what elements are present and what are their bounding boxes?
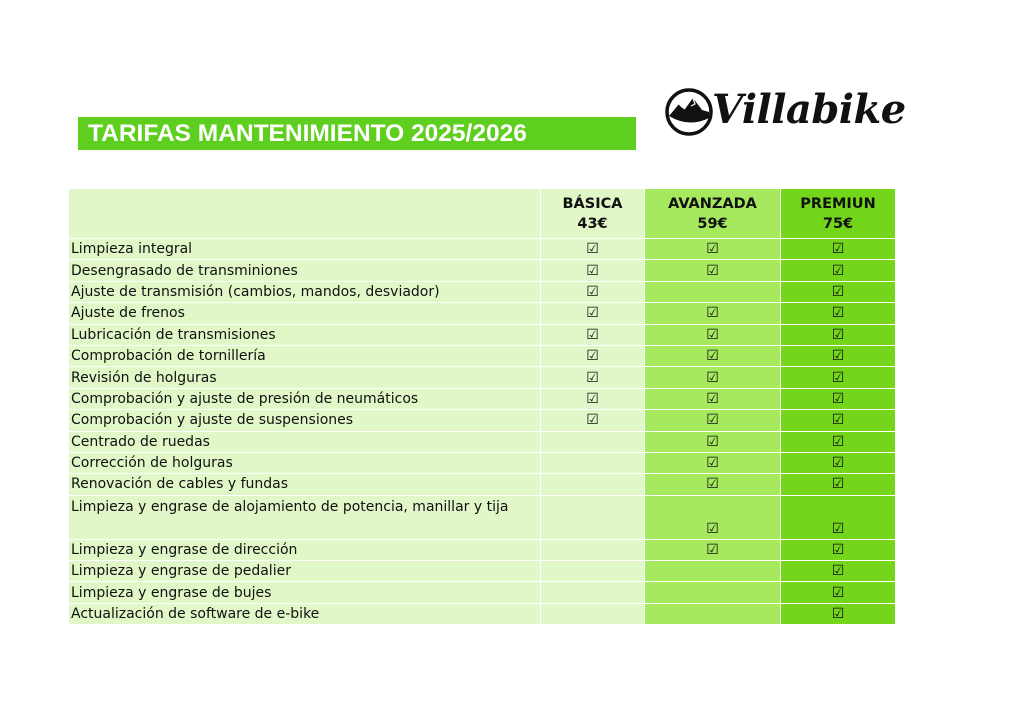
cell-basica <box>541 324 645 345</box>
service-label: Limpieza y engrase de dirección <box>69 539 541 560</box>
cell-basica <box>541 431 645 452</box>
cell-premium <box>781 603 896 624</box>
cell-basica <box>541 561 645 582</box>
service-label: Corrección de holguras <box>69 452 541 473</box>
plan-price: 43€ <box>577 215 608 232</box>
cell-avanzada <box>645 410 781 431</box>
service-label: Comprobación de tornillería <box>69 345 541 366</box>
service-label: Lubricación de transmisiones <box>69 324 541 345</box>
checkbox-checked-icon: ☑ <box>706 326 719 343</box>
cell-basica <box>541 603 645 624</box>
plan-price: 59€ <box>697 215 728 232</box>
plan-name: AVANZADA <box>668 195 757 212</box>
header-plan-avanzada <box>645 189 781 239</box>
checkbox-checked-icon: ☑ <box>586 241 599 258</box>
cell-basica <box>541 303 645 324</box>
checkbox-checked-icon: ☑ <box>831 476 845 493</box>
checkbox-checked-icon: ☑ <box>586 262 599 279</box>
checkbox-checked-icon: ☑ <box>706 455 719 472</box>
table-row <box>69 495 896 539</box>
cell-avanzada <box>645 539 781 560</box>
cell-premium <box>781 582 896 603</box>
cell-basica <box>541 388 645 409</box>
plan-name: BÁSICA <box>562 195 623 212</box>
checkbox-checked-icon: ☑ <box>831 455 845 472</box>
service-label: Limpieza y engrase de bujes <box>69 582 541 603</box>
cell-premium <box>781 495 896 539</box>
cell-basica <box>541 345 645 366</box>
checkbox-checked-icon: ☑ <box>586 390 599 407</box>
cell-basica <box>541 452 645 473</box>
checkbox-checked-icon: ☑ <box>586 412 599 429</box>
checkbox-checked-icon: ☑ <box>706 476 719 493</box>
checkbox-checked-icon: ☑ <box>831 262 845 279</box>
checkbox-checked-icon: ☑ <box>706 541 719 558</box>
table-row <box>69 582 896 603</box>
checkbox-checked-icon: ☑ <box>706 262 719 279</box>
cell-avanzada <box>645 603 781 624</box>
table-row <box>69 281 896 302</box>
checkbox-checked-icon: ☑ <box>706 348 719 365</box>
cell-avanzada <box>645 388 781 409</box>
checkbox-checked-icon: ☑ <box>706 390 719 407</box>
cell-premium <box>781 239 896 260</box>
checkbox-checked-icon: ☑ <box>831 283 845 300</box>
cell-basica <box>541 239 645 260</box>
table-row <box>69 324 896 345</box>
service-label: Limpieza integral <box>69 239 541 260</box>
checkbox-checked-icon: ☑ <box>706 520 719 537</box>
cell-premium <box>781 367 896 388</box>
service-label: Centrado de ruedas <box>69 431 541 452</box>
checkbox-checked-icon: ☑ <box>831 390 845 407</box>
service-label: Actualización de software de e-bike <box>69 603 541 624</box>
checkbox-checked-icon: ☑ <box>706 241 719 258</box>
cell-basica <box>541 539 645 560</box>
header-service <box>69 189 541 239</box>
cell-premium <box>781 303 896 324</box>
service-label: Limpieza y engrase de pedalier <box>69 561 541 582</box>
checkbox-checked-icon: ☑ <box>586 369 599 386</box>
cell-avanzada <box>645 239 781 260</box>
cell-basica <box>541 281 645 302</box>
table-row <box>69 260 896 281</box>
header-plan-basica <box>541 189 645 239</box>
checkbox-checked-icon: ☑ <box>586 305 599 322</box>
checkbox-checked-icon: ☑ <box>831 369 845 386</box>
checkbox-checked-icon: ☑ <box>586 326 599 343</box>
service-label: Comprobación y ajuste de presión de neumáticos <box>69 388 541 409</box>
table-row <box>69 345 896 366</box>
checkbox-checked-icon: ☑ <box>831 541 845 558</box>
cell-avanzada <box>645 260 781 281</box>
service-label: Renovación de cables y fundas <box>69 474 541 495</box>
service-label: Limpieza y engrase de alojamiento de potencia, manillar y tija <box>69 495 541 539</box>
cell-avanzada <box>645 367 781 388</box>
checkbox-checked-icon: ☑ <box>831 584 845 601</box>
services-body <box>69 239 896 625</box>
table-row <box>69 474 896 495</box>
service-label: Comprobación y ajuste de suspensiones <box>69 410 541 431</box>
cell-avanzada <box>645 452 781 473</box>
service-label: Ajuste de transmisión (cambios, mandos, desviador) <box>69 281 541 302</box>
cell-avanzada <box>645 281 781 302</box>
header-plan-premium <box>781 189 896 239</box>
cell-basica <box>541 260 645 281</box>
cell-basica <box>541 410 645 431</box>
service-label: Desengrasado de transminiones <box>69 260 541 281</box>
checkbox-checked-icon: ☑ <box>706 305 719 322</box>
cell-premium <box>781 474 896 495</box>
cell-avanzada <box>645 431 781 452</box>
checkbox-checked-icon: ☑ <box>831 326 845 343</box>
service-label: Ajuste de frenos <box>69 303 541 324</box>
cell-avanzada <box>645 561 781 582</box>
page-title: TARIFAS MANTENIMIENTO 2025/2026 <box>78 117 636 150</box>
checkbox-checked-icon: ☑ <box>831 241 845 258</box>
checkbox-checked-icon: ☑ <box>706 369 719 386</box>
cell-premium <box>781 281 896 302</box>
cell-premium <box>781 410 896 431</box>
table-row <box>69 603 896 624</box>
table-row <box>69 388 896 409</box>
tariff-table <box>68 188 896 625</box>
cell-premium <box>781 345 896 366</box>
cell-avanzada <box>645 303 781 324</box>
table-row <box>69 431 896 452</box>
checkbox-checked-icon: ☑ <box>706 433 719 450</box>
checkbox-checked-icon: ☑ <box>831 433 845 450</box>
header-row <box>69 189 896 239</box>
cell-avanzada <box>645 474 781 495</box>
checkbox-checked-icon: ☑ <box>586 348 599 365</box>
table-row <box>69 561 896 582</box>
cell-premium <box>781 431 896 452</box>
table-row <box>69 452 896 473</box>
cell-avanzada <box>645 345 781 366</box>
cell-basica <box>541 367 645 388</box>
cell-premium <box>781 324 896 345</box>
cell-premium <box>781 388 896 409</box>
table-row <box>69 410 896 431</box>
table-row <box>69 539 896 560</box>
table-row <box>69 239 896 260</box>
checkbox-checked-icon: ☑ <box>831 606 845 623</box>
cell-avanzada <box>645 495 781 539</box>
cell-basica <box>541 495 645 539</box>
cell-basica <box>541 474 645 495</box>
plan-price: 75€ <box>822 215 854 232</box>
checkbox-checked-icon: ☑ <box>831 563 845 580</box>
cell-avanzada <box>645 324 781 345</box>
cell-basica <box>541 582 645 603</box>
checkbox-checked-icon: ☑ <box>586 283 599 300</box>
checkbox-checked-icon: ☑ <box>706 412 719 429</box>
checkbox-checked-icon: ☑ <box>831 520 845 537</box>
checkbox-checked-icon: ☑ <box>831 412 845 429</box>
checkbox-checked-icon: ☑ <box>831 348 845 365</box>
table-row <box>69 367 896 388</box>
cell-premium <box>781 539 896 560</box>
brand-name: Villabike <box>712 86 906 133</box>
plan-name: PREMIUN <box>800 195 876 212</box>
cell-premium <box>781 260 896 281</box>
table-row <box>69 303 896 324</box>
cell-avanzada <box>645 582 781 603</box>
service-label: Revisión de holguras <box>69 367 541 388</box>
cell-premium <box>781 561 896 582</box>
cell-premium <box>781 452 896 473</box>
checkbox-checked-icon: ☑ <box>831 305 845 322</box>
